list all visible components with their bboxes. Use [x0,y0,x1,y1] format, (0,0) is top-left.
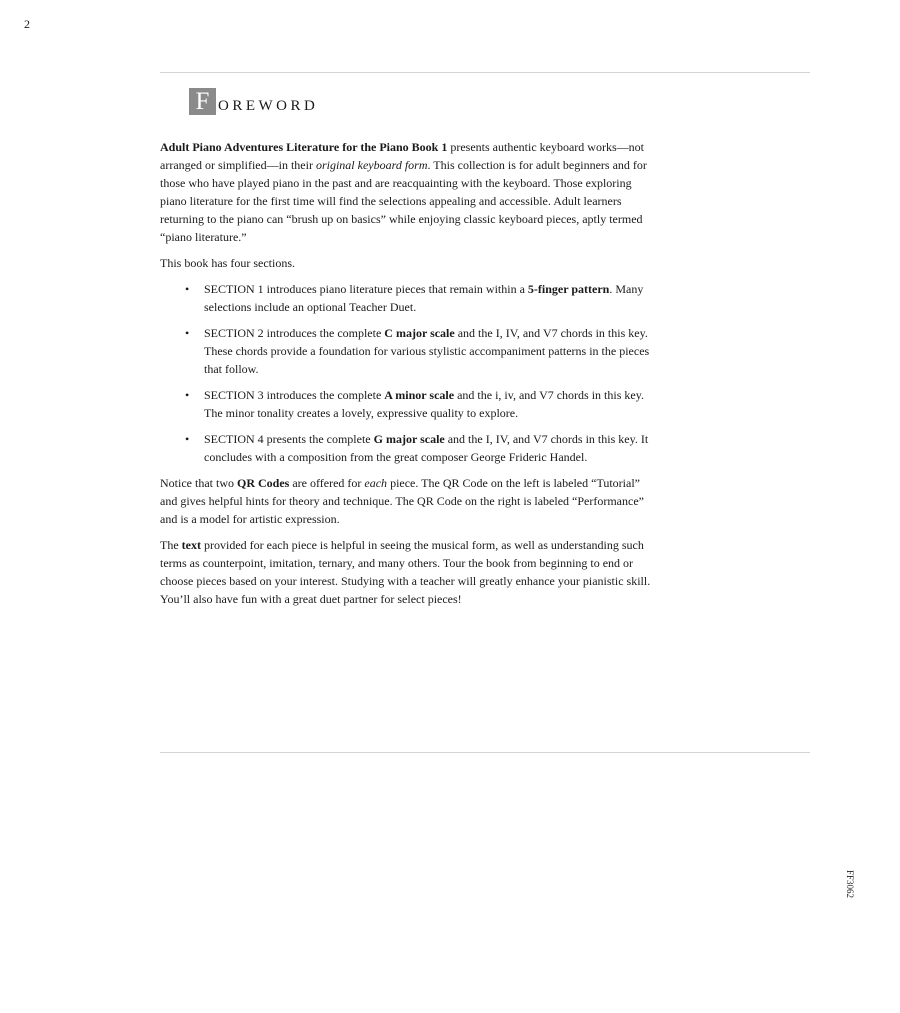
foreword-body [160,138,660,616]
qr-paragraph [160,474,660,528]
title-rest: OREWORD [218,98,319,114]
section-3-bold: A minor scale [384,388,455,402]
title-initial: F [189,88,216,115]
intro-text-1: presents authentic keyboard works—not arranged or simplified—in their [160,140,644,172]
section-1-text-c: . Many selections include an optional Teacher Duet. [204,282,644,314]
qr-text-1: Notice that two [160,476,237,490]
page-number: 2 [24,17,30,31]
catalog-code: FF3062 [845,870,855,899]
section-1-bold: 5-finger pattern [527,282,610,296]
text-para-2: provided for each piece is helpful in seeing the musical form, as well as understanding such terms as counterpoint, imitation, ternary, and many others. Tour the book from beginning to end or choose pieces based on your interest. Studying with a teacher will greatly enhance your pianistic skill. You’ll also have fun with a great duet partner for select pieces! [160,538,651,606]
list-item [160,386,660,422]
book-title: Adult Piano Adventures Literature for the Piano Book 1 [160,140,448,154]
intro-paragraph [160,138,660,246]
top-divider [160,72,810,73]
section-3-text-a: SECTION 3 introduces the complete [204,388,385,402]
qr-text-2: are offered for [289,476,365,490]
text-paragraph [160,536,660,608]
text-para-1: The [160,538,182,552]
list-item [160,324,660,378]
section-4-text-a: SECTION 4 presents the complete [204,432,374,446]
text-bold: text [181,538,201,552]
list-item [160,430,660,466]
sections-list [160,280,660,466]
qr-bold: QR Codes [236,476,290,490]
intro-text-2: . This collection is for adult beginners and for those who have played piano in the past and are reacquainting with the keyboard. Those exploring piano literature for the first time will find the selections appealing and accessible. Adult learners returning to the piano can “brush up on basics” while enjoying classic keyboard pieces, aptly termed “piano literature.” [160,158,647,244]
bottom-divider [160,752,810,753]
section-2-text-c: and the I, IV, and V7 chords in this key. These chords provide a foundation for various stylistic accompaniment patterns in the pieces that follow. [204,326,650,376]
section-4-bold: G major scale [373,432,445,446]
intro-emphasis: original keyboard form [315,158,428,172]
page-title [189,88,318,115]
section-4-text-c: and the I, IV, and V7 chords in this key. It concludes with a composition from the great composer George Frideric Handel. [204,432,649,464]
qr-emphasis: each [364,476,388,490]
list-item [160,280,660,316]
sections-intro: This book has four sections. [160,256,295,270]
section-3-text-c: and the i, iv, and V7 chords in this key. The minor tonality creates a lovely, expressive quality to explore. [204,388,644,420]
section-2-text-a: SECTION 2 introduces the complete [204,326,385,340]
section-2-bold: C major scale [384,326,455,340]
section-1-text-a: SECTION 1 introduces piano literature pieces that remain within a [204,282,528,296]
qr-text-3: piece. The QR Code on the left is labeled “Tutorial” and gives helpful hints for theory and technique. The QR Code on the right is labeled “Performance” and is a model for artistic expression. [160,476,644,526]
